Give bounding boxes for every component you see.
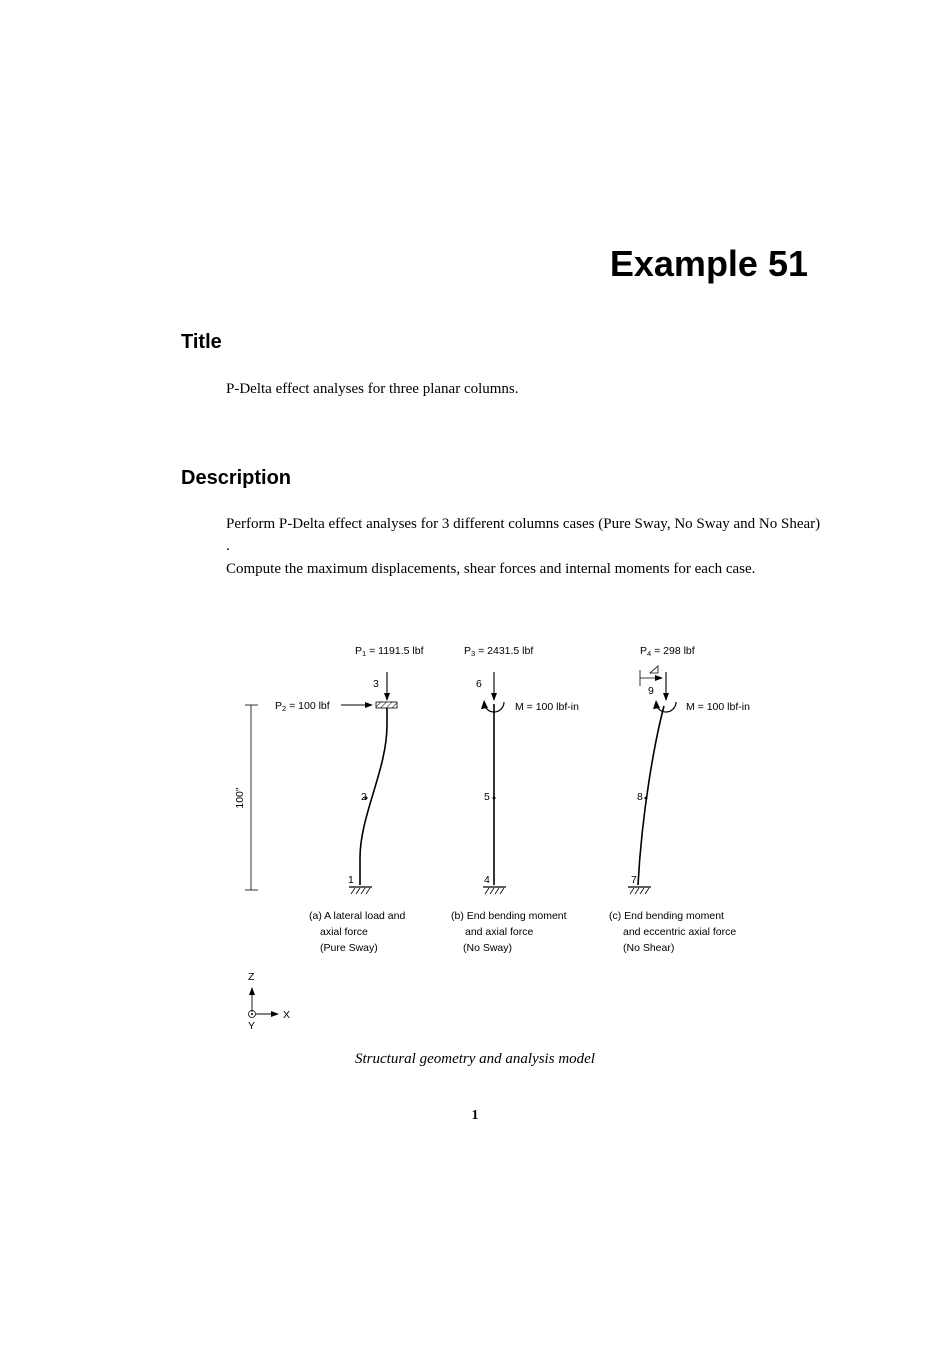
section-heading-title: Title (181, 331, 222, 353)
node-5: 5 (484, 791, 490, 803)
node-8: 8 (637, 791, 643, 803)
fixed-support-c (628, 887, 651, 894)
axis-x-label: X (283, 1009, 291, 1021)
caption-b-line-3: (No Sway) (463, 942, 513, 954)
figure-caption: Structural geometry and analysis model (355, 1051, 595, 1067)
dimension-label: 100" (234, 787, 246, 809)
title-paragraph: P-Delta effect analyses for three planar columns. (226, 381, 519, 397)
description-paragraph-2: Compute the maximum displacements, shear forces and internal moments for each case. (226, 561, 756, 577)
structural-figure (0, 630, 950, 1040)
node-1: 1 (348, 874, 354, 886)
column-c (609, 645, 750, 954)
caption-a-line-3: (Pure Sway) (320, 942, 378, 954)
load-p2-label: P2 = 100 lbf (275, 700, 330, 713)
page-title: Example 51 (609, 243, 808, 284)
moment-label-c: M = 100 lbf-in (686, 701, 750, 713)
caption-c-line-1: (c) End bending moment (609, 910, 724, 922)
section-heading-description: Description (181, 467, 292, 489)
node-3: 3 (373, 678, 379, 690)
caption-a-line-2: axial force (320, 926, 368, 938)
node-9: 9 (648, 685, 654, 697)
caption-a-line-1: (a) A lateral load and (309, 910, 406, 922)
caption-c-line-2: and eccentric axial force (623, 926, 737, 938)
coordinate-axes (248, 971, 290, 1032)
description-paragraph-1: Perform P-Delta effect analyses for 3 different columns cases (Pure Sway, No Sway and No Shear) . (226, 516, 821, 554)
fixed-support-b (483, 887, 506, 894)
load-p4-label: P4 = 298 lbf (640, 645, 695, 658)
caption-c-line-3: (No Shear) (623, 942, 675, 954)
caption-b-line-2: and axial force (465, 926, 534, 938)
node-2: 2 (361, 791, 367, 803)
load-p1-label: P1 = 1191.5 lbf (355, 645, 424, 658)
load-p3-label: P3 = 2431.5 lbf (464, 645, 534, 658)
column-a (275, 645, 424, 954)
dimension-line (234, 705, 258, 890)
caption-b-line-1: (b) End bending moment (451, 910, 567, 922)
node-4: 4 (484, 874, 490, 886)
structural-diagram (0, 630, 950, 1040)
node-6: 6 (476, 678, 482, 690)
fixed-support-a (349, 887, 372, 894)
moment-label-b: M = 100 lbf-in (515, 701, 579, 713)
axis-z-label: Z (248, 971, 255, 983)
axis-y-label: Y (248, 1020, 256, 1032)
rotation-restraint (376, 702, 397, 708)
node-7: 7 (631, 874, 637, 886)
column-b (451, 645, 579, 954)
eccentricity-marker (640, 666, 662, 686)
page-number: 1 (471, 1108, 479, 1123)
